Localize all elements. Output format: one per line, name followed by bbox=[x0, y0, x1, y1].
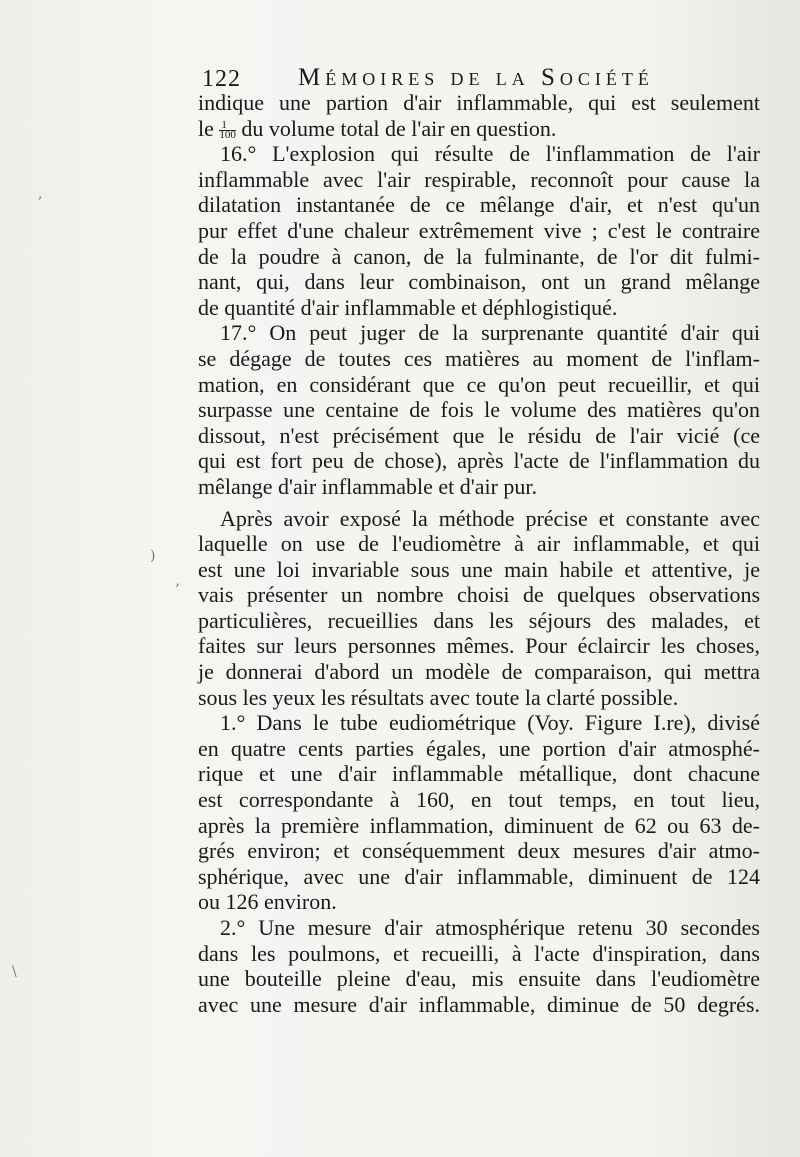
text-line: une bouteille pleine d'eau, mis ensuite dans l'eudiomètre bbox=[198, 966, 760, 992]
text-line: qui est fort peu de chose), après l'acte de l'inflammation du bbox=[198, 448, 760, 474]
text-line: rique et une d'air inflammable métallique, dont chacune bbox=[198, 761, 760, 787]
text-line: dilatation instantanée de ce mêlange d'air, et n'est qu'un bbox=[198, 192, 760, 218]
text-line-fraction bbox=[198, 116, 760, 142]
text-line: je donnerai d'abord un modèle de comparaison, qui mettra bbox=[198, 659, 760, 685]
text-line: laquelle on use de l'eudiomètre à air inflammable, et qui bbox=[198, 531, 760, 557]
text-line: pur effet d'une chaleur extrêmement vive ; c'est le contraire bbox=[198, 217, 760, 243]
page-number: 122 bbox=[202, 66, 241, 92]
paragraph-16-line: 16.° L'explosion qui résulte de l'inflammation de l'air bbox=[220, 141, 760, 167]
text-line: en quatre cents parties égales, une portion d'air atmosphé- bbox=[198, 735, 760, 761]
text-line: inflammable avec l'air respirable, reconnoît pour cause la bbox=[198, 166, 760, 192]
text-line: de quantité d'air inflammable et déphlogistiqué. bbox=[198, 294, 618, 320]
fraction bbox=[219, 121, 236, 140]
margin-speck: ) bbox=[150, 548, 156, 564]
text-line: grés environ; et conséquemment deux mesures d'air atmo- bbox=[198, 838, 760, 864]
text-line: mêlange d'air inflammable et d'air pur. bbox=[198, 473, 538, 499]
text-line: indique une partion d'air inflammable, qui est seulement bbox=[198, 90, 760, 115]
fraction-denominator: 100 bbox=[219, 129, 236, 142]
text-line: surpasse une centaine de fois le volume des matières qu'on bbox=[198, 397, 760, 423]
text-line: particulières, recueillies dans les séjours des malades, et bbox=[198, 607, 760, 633]
text-line: se dégage de toutes ces matières au moment de l'inflam- bbox=[198, 345, 760, 371]
text-line: de la poudre à canon, de la fulminante, de l'or dit fulmi- bbox=[198, 243, 760, 269]
paragraph-17-line: 17.° On peut juger de la surprenante quantité d'air qui bbox=[220, 320, 760, 346]
margin-speck: ’ bbox=[175, 582, 180, 598]
text-fragment: le bbox=[198, 115, 214, 141]
text-line: ou 126 environ. bbox=[198, 889, 337, 915]
text-line: nant, qui, dans leur combinaison, ont un grand mêlange bbox=[198, 269, 760, 295]
fraction-numerator: 1 bbox=[219, 121, 236, 131]
text-fragment: du volume total de l'air en question. bbox=[241, 115, 557, 141]
text-line: sphérique, avec une d'air inflammable, diminuent de 124 bbox=[198, 863, 760, 889]
text-line: vais présenter un nombre choisi de quelques observations bbox=[198, 582, 760, 608]
text-line: dans les poulmons, et recueilli, à l'acte d'inspiration, dans bbox=[198, 940, 760, 966]
text-line: dissout, n'est précisément que le résidu de l'air vicié (ce bbox=[198, 422, 760, 448]
running-title: Mémoires de la Société bbox=[298, 64, 654, 91]
text-line: sous les yeux les résultats avec toute la clarté possible. bbox=[198, 684, 679, 710]
text-line: mation, en considérant que ce qu'on peut recueillir, et qui bbox=[198, 371, 760, 397]
body-text bbox=[198, 90, 760, 1017]
margin-speck: \ bbox=[12, 964, 17, 980]
text-line: après la première inflammation, diminuent de 62 ou 63 de- bbox=[198, 812, 760, 838]
paragraph-apres-line: Après avoir exposé la méthode précise et constante avec bbox=[220, 505, 760, 531]
text-line: est une loi invariable sous une main habile et attentive, je bbox=[198, 556, 760, 582]
text-line: faites sur leurs personnes mêmes. Pour éclaircir les choses, bbox=[198, 633, 760, 659]
paragraph-2-line: 2.° Une mesure d'air atmosphérique retenu 30 secondes bbox=[220, 915, 760, 940]
paragraph-1-line: 1.° Dans le tube eudiométrique (Voy. Figure I.re), divisé bbox=[220, 710, 760, 736]
margin-speck: , bbox=[38, 186, 43, 202]
text-line: est correspondante à 160, en tout temps, en tout lieu, bbox=[198, 787, 760, 813]
text-line: avec une mesure d'air inflammable, diminue de 50 degrés. bbox=[198, 991, 760, 1017]
